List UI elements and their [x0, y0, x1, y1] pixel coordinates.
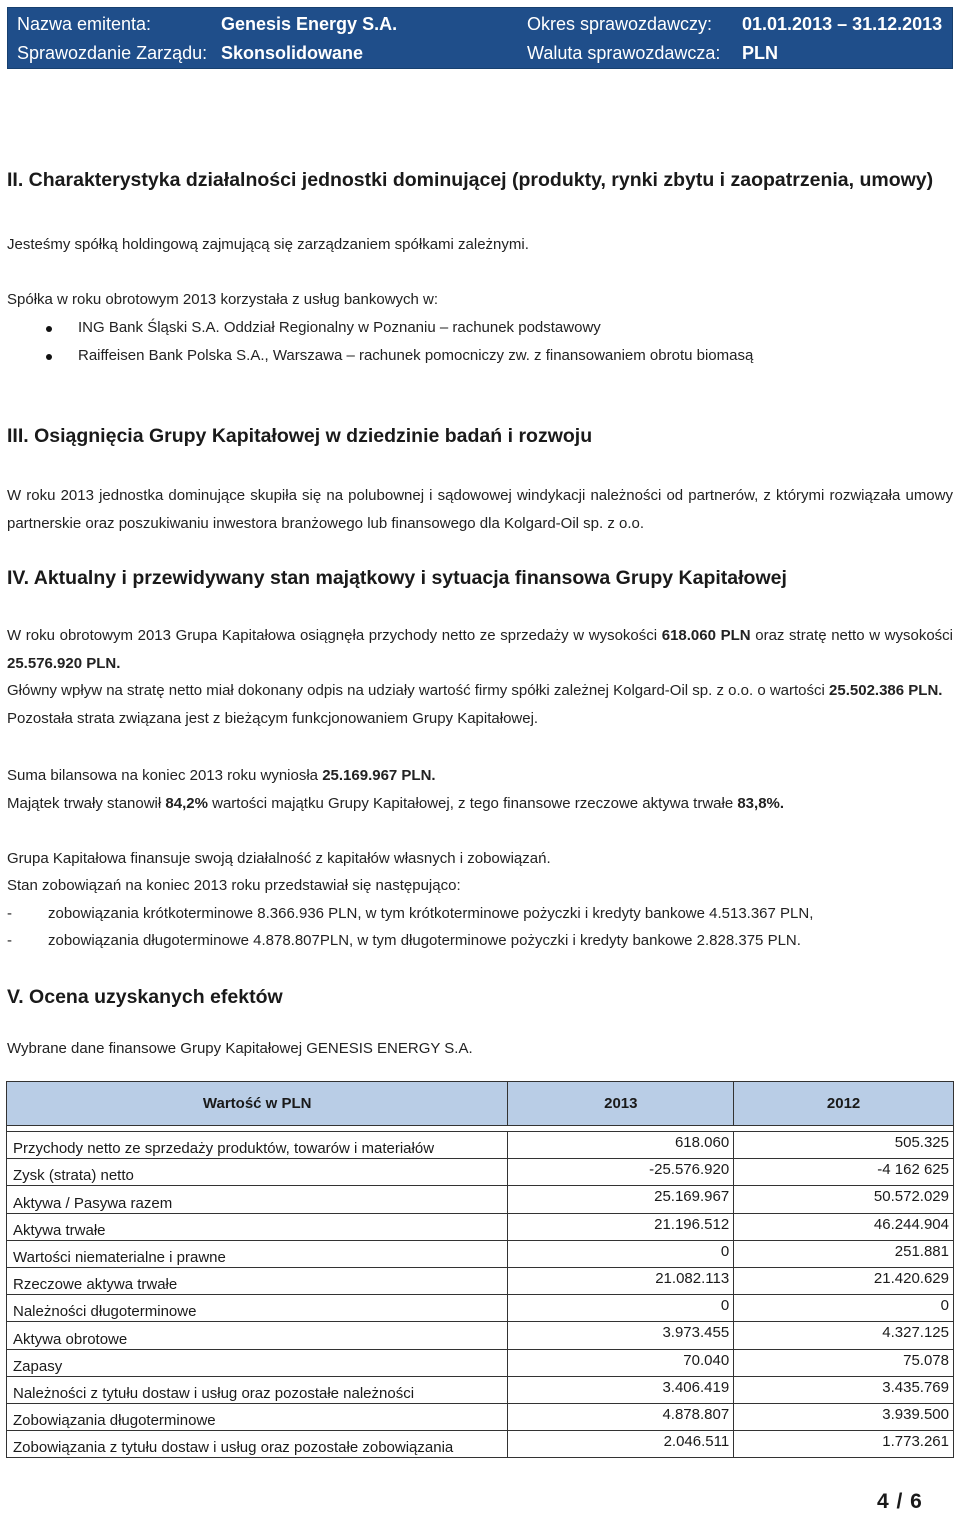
value-2013: -25.576.920 — [508, 1159, 734, 1186]
value-2013: 0 — [508, 1295, 734, 1322]
table-row — [7, 1431, 954, 1458]
net-loss-value: 25.576.920 PLN. — [7, 655, 121, 672]
report-type-value: Skonsolidowane — [221, 43, 364, 63]
value-2013: 21.082.113 — [508, 1267, 734, 1294]
section-5-intro: Wybrane dane finansowe Grupy Kapitałowej GENESIS ENERGY S.A. — [7, 1040, 473, 1057]
value-2013: 3.973.455 — [508, 1322, 734, 1349]
dash-marker: - — [7, 905, 12, 922]
value-2013: 25.169.967 — [508, 1186, 734, 1213]
section-2-paragraph-2: Spółka w roku obrotowym 2013 korzystała z usług bankowych w: — [7, 291, 439, 308]
table-row — [7, 1267, 954, 1294]
column-header-2013: 2013 — [508, 1082, 734, 1126]
report-type-label: Sprawozdanie Zarządu: — [17, 43, 208, 63]
text-run: Pozostała strata związana jest z bieżącym funkcjonowaniem Grupy Kapitałowej. — [7, 710, 539, 727]
row-label: Rzeczowe aktywa trwałe — [7, 1267, 508, 1294]
text-run: oraz stratę netto w wysokości — [750, 627, 954, 644]
currency-label: Waluta sprawozdawcza: — [527, 43, 721, 63]
table-row — [7, 1349, 954, 1376]
section-4-paragraph-1 — [7, 622, 953, 678]
table-row — [7, 1376, 954, 1403]
value-2012: -4 162 625 — [734, 1159, 954, 1186]
table-row — [7, 1295, 954, 1322]
bullet-icon — [46, 326, 52, 332]
section-4-paragraph-3 — [7, 767, 436, 784]
balance-sum-value: 25.169.967 PLN. — [322, 767, 436, 784]
value-2012: 75.078 — [734, 1349, 954, 1376]
value-2012: 4.327.125 — [734, 1322, 954, 1349]
row-label: Zobowiązania z tytułu dostaw i usług oraz pozostałe zobowiązania — [7, 1431, 508, 1458]
bullet-icon — [46, 354, 52, 360]
column-header-label: Wartość w PLN — [7, 1082, 508, 1126]
value-2013: 2.046.511 — [508, 1431, 734, 1458]
write-off-value: 25.502.386 PLN. — [829, 682, 943, 699]
row-label: Aktywa / Pasywa razem — [7, 1186, 508, 1213]
period-value: 01.01.2013 – 31.12.2013 — [742, 14, 943, 34]
value-2013: 618.060 — [508, 1132, 734, 1159]
text-run: Suma bilansowa na koniec 2013 roku wyniosła — [7, 767, 323, 784]
row-label: Zysk (strata) netto — [7, 1159, 508, 1186]
text-run: Majątek trwały stanowił — [7, 795, 166, 812]
fixed-assets-share: 84,2% — [165, 795, 208, 812]
section-4-heading: IV. Aktualny i przewidywany stan majątkowy i sytuacja finansowa Grupy Kapitałowej — [7, 567, 787, 589]
section-2-heading: II. Charakterystyka działalności jednostki dominującej (produkty, rynki zbytu i zaopatrzenia, umowy) — [7, 169, 934, 191]
table-header-row — [7, 1082, 954, 1126]
section-4-paragraph-2 — [7, 677, 953, 733]
table-row — [7, 1240, 954, 1267]
tangible-assets-share: 83,8%. — [737, 795, 785, 812]
value-2013: 21.196.512 — [508, 1213, 734, 1240]
value-2012: 50.572.029 — [734, 1186, 954, 1213]
text-run: Główny wpływ na stratę netto miał dokonany odpis na udziały wartość firmy spółki zależnej Kolgard-Oil sp. z o.o. o wartości — [7, 682, 830, 699]
value-2012: 505.325 — [734, 1132, 954, 1159]
row-label: Aktywa trwałe — [7, 1213, 508, 1240]
bank-list-item: ING Bank Śląski S.A. Oddział Regionalny w Poznaniu – rachunek podstawowy — [78, 319, 601, 336]
row-label: Należności długoterminowe — [7, 1295, 508, 1322]
section-3-paragraph: W roku 2013 jednostka dominujące skupiła się na polubownej i sądowowej windykacji należności od partnerów, z którymi rozwiązała umowy partnerskie oraz poszukiwaniu inwestora branżowego lub finansowego dla Kolgard-Oil sp. z o.o. — [7, 487, 953, 532]
section-2-paragraph-1: Jesteśmy spółką holdingową zajmującą się zarządzaniem spółkami zależnymi. — [7, 236, 529, 253]
currency-value: PLN — [742, 43, 778, 63]
row-label: Zobowiązania długoterminowe — [7, 1403, 508, 1430]
row-label: Zapasy — [7, 1349, 508, 1376]
value-2012: 1.773.261 — [734, 1431, 954, 1458]
section-4-paragraph-5: Grupa Kapitałowa finansuje swoją działalność z kapitałów własnych i zobowiązań. — [7, 850, 551, 867]
issuer-label: Nazwa emitenta: — [17, 14, 152, 34]
liabilities-item: zobowiązania krótkoterminowe 8.366.936 PLN, w tym krótkoterminowe pożyczki i kredyty bankowe 4.513.367 PLN, — [48, 905, 814, 922]
section-4-paragraph-4 — [7, 795, 784, 812]
table-row — [7, 1132, 954, 1159]
value-2012: 3.435.769 — [734, 1376, 954, 1403]
value-2012: 251.881 — [734, 1240, 954, 1267]
row-label: Przychody netto ze sprzedaży produktów, towarów i materiałów — [7, 1132, 508, 1159]
table-row — [7, 1213, 954, 1240]
text-run: W roku obrotowym 2013 Grupa Kapitałowa osiągnęła przychody netto ze sprzedaży w wysokości — [7, 627, 662, 644]
page-number: 4 / 6 — [877, 1490, 923, 1513]
row-label: Należności z tytułu dostaw i usług oraz pozostałe należności — [7, 1376, 508, 1403]
report-header — [7, 7, 953, 69]
text-run: wartości majątku Grupy Kapitałowej, z tego finansowe rzeczowe aktywa trwałe — [207, 795, 738, 812]
row-label: Aktywa obrotowe — [7, 1322, 508, 1349]
revenue-value: 618.060 PLN — [661, 627, 751, 644]
value-2012: 46.244.904 — [734, 1213, 954, 1240]
value-2013: 3.406.419 — [508, 1376, 734, 1403]
financial-data-table — [6, 1081, 954, 1458]
value-2012: 21.420.629 — [734, 1267, 954, 1294]
table-row — [7, 1186, 954, 1213]
table-row — [7, 1403, 954, 1430]
bank-list-item: Raiffeisen Bank Polska S.A., Warszawa – rachunek pomocniczy zw. z finansowaniem obrotu biomasą — [78, 347, 754, 364]
value-2013: 70.040 — [508, 1349, 734, 1376]
row-label: Wartości niematerialne i prawne — [7, 1240, 508, 1267]
liabilities-item: zobowiązania długoterminowe 4.878.807PLN, w tym długoterminowe pożyczki i kredyty bankowe 2.828.375 PLN. — [48, 932, 801, 949]
issuer-value: Genesis Energy S.A. — [221, 14, 398, 34]
value-2012: 0 — [734, 1295, 954, 1322]
value-2013: 0 — [508, 1240, 734, 1267]
section-3-heading: III. Osiągnięcia Grupy Kapitałowej w dziedzinie badań i rozwoju — [7, 425, 593, 447]
value-2012: 3.939.500 — [734, 1403, 954, 1430]
table-row — [7, 1159, 954, 1186]
section-4-paragraph-6: Stan zobowiązań na koniec 2013 roku przedstawiał się następująco: — [7, 877, 461, 894]
section-5-heading: V. Ocena uzyskanych efektów — [7, 986, 283, 1008]
column-header-2012: 2012 — [734, 1082, 954, 1126]
value-2013: 4.878.807 — [508, 1403, 734, 1430]
dash-marker: - — [7, 932, 12, 949]
table-row — [7, 1322, 954, 1349]
period-label: Okres sprawozdawczy: — [527, 14, 713, 34]
